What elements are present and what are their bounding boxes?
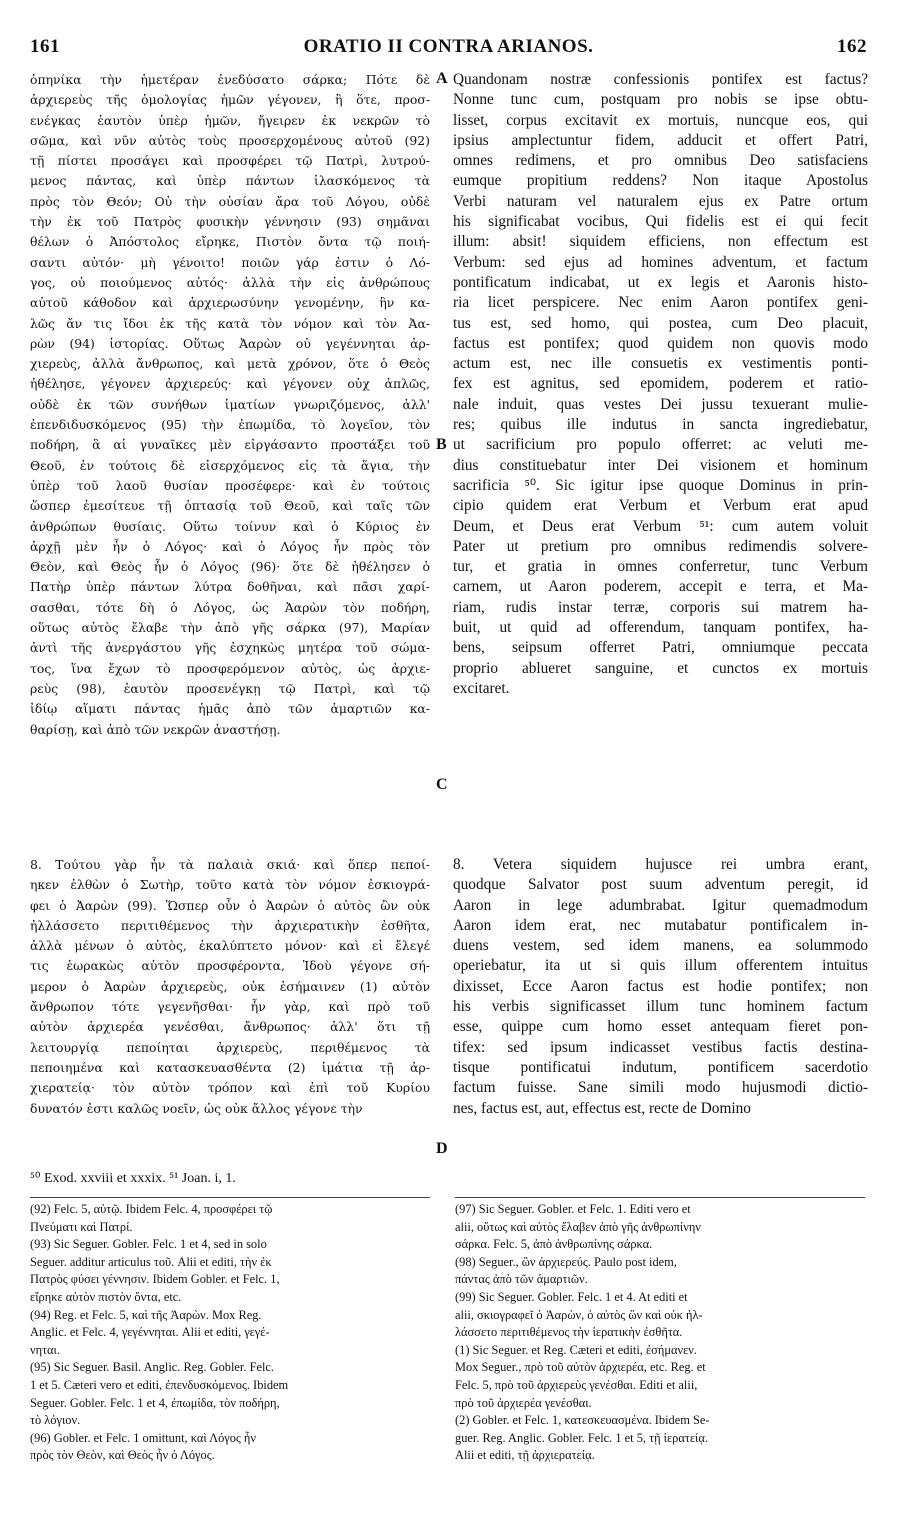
text-line: tifex: sed ipsum indicasset vestibus factis destina- bbox=[453, 1038, 868, 1056]
text-line: his verbis significasset illum tunc hominem factum bbox=[453, 998, 868, 1016]
text-line: δυνατόν ἐστι καλῶς νοεῖν, ὡς οὐκ ἄλλος γέγονε τὴν bbox=[30, 1100, 363, 1116]
text-line: pontificatum indicabat, ut ex legis et Aaronis histo- bbox=[453, 273, 868, 291]
text-line: omnes redimens, et pro omnibus Deo satisfaciens bbox=[453, 152, 868, 170]
text-line: buit, ut quid ad offerendum, tanquam pontifex, ha- bbox=[453, 619, 868, 637]
text-line: ρὼν (94) ἱστορίας. Οὕτως Ἀαρὼν οὐ γεγέννηται ἀρ- bbox=[30, 335, 430, 351]
text-line: duens vestem, sed idem manens, ea solummodo bbox=[453, 937, 868, 955]
text-line: Aaron in lege adumbrabat. Igitur quemadmodum bbox=[453, 896, 868, 914]
text-line: Πατὴρ ὑπὲρ πάντων λύτρα δοθῆναι, καὶ πᾶσι χαρί- bbox=[30, 579, 430, 595]
footnote-rule-right bbox=[455, 1197, 865, 1198]
text-line: tur, et gratia in omnes conferretur, tunc Verbum bbox=[453, 558, 868, 576]
text-line: dius constituebatur inter Dei visionem et hominum bbox=[453, 456, 868, 474]
text-line: Θεοῦ, ἐν τούτοις δὲ εἰσερχόμενος εἰς τὰ ἅγια, τὴν bbox=[30, 457, 430, 473]
text-line: εἴρηκε αὐτὸν πιστὸν ὄντα, etc. bbox=[30, 1289, 182, 1304]
text-line: cipio quidem erat Verbum et Verbum erat apud bbox=[453, 497, 868, 515]
text-line: riam, rudis instar terræ, corporis sui matrem ha- bbox=[453, 598, 868, 616]
footnotes-right bbox=[455, 1201, 865, 1465]
text-line: λειτουργίᾳ πεποίηται ἀρχιερεὺς, περιθέμενος τὰ bbox=[30, 1039, 430, 1055]
text-line: Pater ut pretium pro omnibus redimendis solvere- bbox=[453, 537, 868, 555]
text-line: ηκεν ἐλθὼν ὁ Σωτὴρ, τοῦτο κατὰ τὸν νόμον ἐσκιογρά- bbox=[30, 877, 430, 893]
text-line: Verbi naturam vel naturalem ejus ex Patre ortum bbox=[453, 192, 868, 210]
text-line: Θεὸν, καὶ Θεὸς ἦν ὁ Λόγος (96)· ὅτε δὲ ἠθέλησεν ὁ bbox=[30, 559, 430, 575]
footnotes-left bbox=[30, 1201, 440, 1465]
text-line: θέλων ὁ Ἀπόστολος εἴρηκε, Πιστὸν ὄντα τῷ ποιή- bbox=[30, 234, 430, 250]
margin-marker-d: D bbox=[436, 1140, 448, 1157]
margin-marker-a: A bbox=[436, 70, 448, 87]
text-line: Seguer. additur articulus τοῦ. Alii et editi, τὴν ἐκ bbox=[30, 1254, 272, 1269]
text-line: actum est, nec ille consuetis ex vestimentis ponti- bbox=[453, 355, 868, 373]
text-line: μερον ὁ Ἀαρὼν ἀρχιερεὺς, οὐκ ἐσήμαινεν (1) αὐτὸν bbox=[30, 978, 430, 994]
footnote-rule-left bbox=[30, 1197, 430, 1198]
text-line: (95) Sic Seguer. Basil. Anglic. Reg. Gobler. Felc. bbox=[30, 1360, 274, 1375]
text-line: οὕτως αὐτὸς ἔλαβε τὴν ἀπὸ γῆς σάρκα (97), Μαρίαν bbox=[30, 620, 430, 636]
text-line: σαντι αὐτόν· μὴ γένοιτο! ποιῶν γάρ ἐστιν ὁ Λό- bbox=[30, 254, 430, 270]
text-line: φει ὁ Ἀαρὼν (99). Ὥσπερ οὖν ὁ Ἀαρὼν ὁ αὐτὸς ὢν οὐκ bbox=[30, 897, 430, 913]
text-line: ἀρχῇ μὲν ἦν ὁ Λόγος· καὶ ὁ Λόγος ἦν πρὸς τὸν bbox=[30, 538, 430, 554]
text-line: alii, σκιογραφεῖ ὁ Ἀαρὼν, ὁ αὐτὸς ὢν καὶ οὐκ ἠλ- bbox=[455, 1307, 703, 1322]
latin-column-section-8 bbox=[453, 855, 868, 1119]
text-line: (2) Gobler. et Felc. 1, κατεσκευασμένα. Ibidem Se- bbox=[455, 1413, 710, 1428]
text-line: Alii et editi, τῇ ἀρχιερατείᾳ. bbox=[455, 1448, 595, 1463]
text-line: sacrificia ⁵⁰. Sic igitur ipse quoque Dominus in prin- bbox=[453, 476, 868, 494]
text-line: τῇ πίστει προσάγει καὶ προσφέρει τῷ Πατρὶ, λυτρού- bbox=[30, 153, 430, 169]
text-line: αὐτοῦ κάθοδον καὶ ἀρχιερωσύνην γενομένην, ἣν κα- bbox=[30, 295, 430, 311]
text-line: τὸ λόγιον. bbox=[30, 1413, 81, 1428]
text-line: ἠλλάσσετο περιτιθέμενος τὴν ἀρχιερατικὴν ἐσθῆτα, bbox=[30, 917, 430, 933]
text-line: ἠθέλησε, γέγονεν ἀρχιερεύς· καὶ γέγονεν οὐχ ἁπλῶς, bbox=[30, 376, 430, 392]
text-line: 8. Τούτου γὰρ ἦν τὰ παλαιὰ σκιά· καὶ ὅπερ πεποί- bbox=[30, 857, 430, 872]
text-line: ἰδίῳ αἵματι πάντας ἡμᾶς ἀπὸ τῶν ἁμαρτιῶν κα- bbox=[30, 701, 430, 717]
text-line: esse, quippe cum homo esset antequam fieret pon- bbox=[453, 1018, 868, 1036]
text-line: 8. Vetera siquidem hujusce rei umbra erant, bbox=[453, 856, 868, 873]
text-line: eumque propitium reddens? Non itaque Apostolus bbox=[453, 172, 868, 190]
text-line: Πνεύματι καὶ Πατρί. bbox=[30, 1219, 133, 1234]
text-line: ἀντὶ τῆς ἀνεργάστου γῆς ἐσχηκὼς μητέρα τοῦ σώμα- bbox=[30, 640, 430, 656]
text-line: ἀνθρώπων θυσίαις. Οὕτω τοίνυν καὶ ὁ Κύριος ἐν bbox=[30, 518, 430, 534]
text-line: Mox Seguer., πρὸ τοῦ αὐτὸν ἀρχιερέα, etc. Reg. et bbox=[455, 1360, 706, 1375]
margin-marker-c: C bbox=[436, 776, 448, 793]
text-line: proprio ablueret sanguine, et cunctos ex mortuis bbox=[453, 659, 868, 677]
text-line: γος, οὐ ποιούμενος αὐτός· ἀλλὰ τὴν εἰς ἀνθρώπους bbox=[30, 274, 430, 290]
text-line: τὴν ἐκ τοῦ Πατρὸς φυσικὴν γέννησιν (93) σημᾶναι bbox=[30, 214, 430, 230]
text-line: (98) Seguer., ὢν ἀρχιερεύς. Paulo post idem, bbox=[455, 1254, 677, 1269]
text-line: πρὸς τὸν Θεὸν, καὶ Θεὸς ἦν ὁ Λόγος. bbox=[30, 1448, 215, 1463]
text-line: (99) Sic Seguer. Gobler. Felc. 1 et 4. At editi et bbox=[455, 1289, 688, 1304]
text-line: πεποιημένα καὶ κατασκευασθέντα (2) ἱμάτια τῇ ἀρ- bbox=[30, 1059, 430, 1075]
text-line: νηται. bbox=[30, 1342, 60, 1357]
text-line: tisque pontificatui indutum, pontificem sacerdotio bbox=[453, 1058, 868, 1076]
text-line: θαρίσῃ, καὶ ἀπὸ τῶν νεκρῶν ἀναστήσῃ. bbox=[30, 721, 281, 737]
text-line: quodque Salvator post suum adventum peregit, id bbox=[453, 876, 868, 894]
text-line: nes, factus est, aut, effectus est, recte de Domino bbox=[453, 1099, 751, 1117]
text-line: excitaret. bbox=[453, 679, 510, 697]
text-line: μενος πάντας, καὶ ὑπὲρ πάντων ἱλασκόμενος τὰ bbox=[30, 173, 430, 189]
text-line: πρὸς τὸν Θεόν; Οὐ τὴν οὐσίαν ἄρα τοῦ Λόγου, οὐδὲ bbox=[30, 193, 430, 209]
text-line: (94) Reg. et Felc. 5, καὶ τῆς Ἀαρὼν. Mox Reg. bbox=[30, 1307, 262, 1322]
scripture-references: ⁵⁰ Exod. xxviii et xxxix. ⁵¹ Joan. i, 1. bbox=[30, 1171, 236, 1186]
text-line: Quandonam nostræ confessionis pontifex est factus? bbox=[453, 71, 868, 88]
text-line: operiebatur, ita ut si quis illum offerentem intuitus bbox=[453, 957, 868, 975]
text-line: guer. Reg. Anglic. Gobler. Felc. 1 et 5, τῇ ἱερατείᾳ. bbox=[455, 1430, 708, 1445]
text-line: (96) Gobler. et Felc. 1 omittunt, καὶ Λόγος ἦν bbox=[30, 1430, 257, 1445]
text-line: πρὸ τοῦ ἀρχιερέα γενέσθαι. bbox=[455, 1395, 592, 1410]
text-line: Felc. 5, πρὸ τοῦ ἀρχιερεὺς γενέσθαι. Editi et alii, bbox=[455, 1377, 698, 1392]
text-line: τος, ἵνα ἔχων τὸ προσφερόμενον αὐτὸς, ὡς ἀρχιε- bbox=[30, 660, 430, 676]
text-line: fex est agnitus, sed epomidem, poderem et ratio- bbox=[453, 375, 868, 393]
text-line: nale induit, quas vestes Dei jussu texuerant mulie- bbox=[453, 395, 868, 413]
text-line: ria licet perspicere. Nec enim Aaron pontifex geni- bbox=[453, 294, 868, 312]
greek-column-section-7 bbox=[30, 70, 430, 740]
page-number-right: 162 bbox=[837, 36, 867, 57]
text-line: illum: absit! siquidem efficiens, non effectum est bbox=[453, 233, 868, 251]
running-header bbox=[30, 36, 867, 64]
text-line: bens, seipsum offerret Patri, omniumque peccata bbox=[453, 639, 868, 657]
text-line: his significabat vocibus, Qui fidelis est ei qui fecit bbox=[453, 213, 868, 231]
text-line: λάσσετο περιτιθέμενος τὴν ἱερατικὴν ἐσθῆτα. bbox=[455, 1325, 683, 1340]
text-line: ἐπενδιδυσκόμενος (95) τὴν ἐπωμίδα, τὸ λογεῖον, τὸν bbox=[30, 417, 430, 433]
text-line: ενέγκας ἑαυτὸν ὑπὲρ ἡμῶν, ἤγειρεν ἐκ νεκρῶν τὸ bbox=[30, 112, 430, 128]
page-number-left: 161 bbox=[30, 36, 60, 57]
text-line: lisset, corpus excitavit ex mortuis, nuncque eos, qui bbox=[453, 111, 868, 129]
text-line: ὑπὲρ τοῦ λαοῦ θυσίαν προσέφερε· καὶ ἐν τούτοις bbox=[30, 477, 430, 493]
text-line: ut sacrificium pro populo offerret: ac veluti me- bbox=[453, 436, 868, 454]
text-line: χιερατείᾳ· τὸν αὐτὸν τρόπον καὶ ἐπὶ τοῦ Κυρίου bbox=[30, 1080, 430, 1096]
text-line: ὥσπερ ἐμεσίτευε τῇ ὀπτασίᾳ τοῦ Θεοῦ, καὶ ταῖς τῶν bbox=[30, 498, 430, 514]
text-line: Anglic. et Felc. 4, γεγέννηται. Alii et editi, γεγέ- bbox=[30, 1325, 270, 1340]
greek-column-section-8 bbox=[30, 855, 430, 1119]
text-line: ρεὺς (98), ἑαυτὸν προσενέγκῃ τῷ Πατρὶ, καὶ τῷ bbox=[30, 680, 430, 696]
text-line: ὁπηνίκα τὴν ἡμετέραν ἐνεδύσατο σάρκα; Πότε δὲ bbox=[30, 72, 430, 87]
text-line: res; quibus ille indutus in sancta ingrediebatur, bbox=[453, 416, 868, 434]
text-line: σῶμα, καὶ νῦν αὐτὸς τοὺς προσερχομένους αὐτοῦ (92) bbox=[30, 132, 430, 148]
text-line: ἄνθρωπον τότε γεγενῆσθαι· ἦν γὰρ, καὶ πρὸ τοῦ bbox=[30, 999, 430, 1015]
text-line: ποδήρη, ἃ αἱ γυναῖκες μὲν εἰργάσαντο προστάξει τοῦ bbox=[30, 437, 430, 453]
text-line: factus est pontifex; quod quidem non quovis modo bbox=[453, 334, 868, 352]
margin-marker-b: B bbox=[436, 436, 447, 453]
text-line: (93) Sic Seguer. Gobler. Felc. 1 et 4, sed in solo bbox=[30, 1237, 267, 1252]
text-line: τις ἑωρακὼς αὐτὸν προσφέροντα, Ἰδοὺ γέγονε σή- bbox=[30, 958, 430, 974]
text-line: ipsius amplectuntur fidem, adducit et offert Patri, bbox=[453, 131, 868, 149]
text-line: factum fuisse. Sane simili modo hujusmodi dictio- bbox=[453, 1079, 868, 1097]
text-line: Nonne tunc cum, postquam pro nobis se ipse obtu- bbox=[453, 91, 868, 109]
text-line: carnem, ut Aaron poderem, accepit e terra, et Ma- bbox=[453, 578, 868, 596]
text-line: Πατρὸς φύσει γέννησιν. Ibidem Gobler. et Felc. 1, bbox=[30, 1272, 280, 1287]
text-line: χιερεὺς, ἀλλὰ ἄνθρωπος, καὶ μετὰ χρόνον, ὅτε ὁ Θεὸς bbox=[30, 356, 430, 372]
text-line: Deum, et Deus erat Verbum ⁵¹: cum autem voluit bbox=[453, 517, 868, 535]
text-line: ἀλλὰ μένων ὁ αὐτὸς, ἐκαλύπτετο μόνον· καὶ εἰ ἔλεγέ bbox=[30, 938, 430, 954]
text-line: σάρκα. Felc. 5, ἀπὸ ἀνθρωπίνης σάρκα. bbox=[455, 1237, 653, 1252]
text-line: Verbum: sed ejus ad homines adventum, et factum bbox=[453, 253, 868, 271]
text-line: σασθαι, τότε δὴ ὁ Λόγος, ὡς Ἀαρὼν τὸν ποδήρη, bbox=[30, 599, 430, 615]
text-line: πάντας ἀπὸ τῶν ἁμαρτιῶν. bbox=[455, 1272, 588, 1287]
latin-column-section-7 bbox=[453, 70, 868, 699]
text-line: οὐδὲ ἐκ τῶν συνήθων ἱματίων γνωριζόμενος, ἀλλ' bbox=[30, 396, 430, 412]
text-line: Seguer. Gobler. Felc. 1 et 4, ἐπωμίδα, τὸν ποδήρη, bbox=[30, 1395, 280, 1410]
running-title: ORATIO II CONTRA ARIANOS. bbox=[303, 36, 594, 57]
text-line: 1 et 5. Cæteri vero et editi, ἐπενδυσκόμενος. Ibidem bbox=[30, 1377, 289, 1392]
text-line: λῶς ἄν τις ἴδοι ἐκ τῆς κατὰ τὸν νόμον καὶ τὸν Ἀα- bbox=[30, 315, 430, 331]
text-line: tus est, sed homo, qui postea, cum Deo placuit, bbox=[453, 314, 868, 332]
text-line: ἀρχιερεὺς τῆς ὁμολογίας ἡμῶν γέγονεν, ἢ ὅτε, προσ- bbox=[30, 92, 430, 108]
text-line: (97) Sic Seguer. Gobler. et Felc. 1. Editi vero et bbox=[455, 1202, 691, 1216]
text-line: dixisset, Ecce Aaron factus est hodie pontifex; non bbox=[453, 977, 868, 995]
text-line: αὐτὸν ἀρχιερέα γενέσθαι, ἄνθρωπος· ἀλλ' ὅτι τῇ bbox=[30, 1019, 430, 1035]
text-line: alii, οὕτως καὶ αὐτὸς ἔλαβεν ἀπὸ γῆς ἀνθρωπίνην bbox=[455, 1219, 701, 1234]
text-line: (92) Felc. 5, αὐτῷ. Ibidem Felc. 4, προσφέρει τῷ bbox=[30, 1202, 273, 1216]
text-line: Aaron idem erat, nec mutabatur pontificalem in- bbox=[453, 916, 868, 934]
text-line: (1) Sic Seguer. et Reg. Cæteri et editi, ἐσήμανεν. bbox=[455, 1342, 697, 1357]
